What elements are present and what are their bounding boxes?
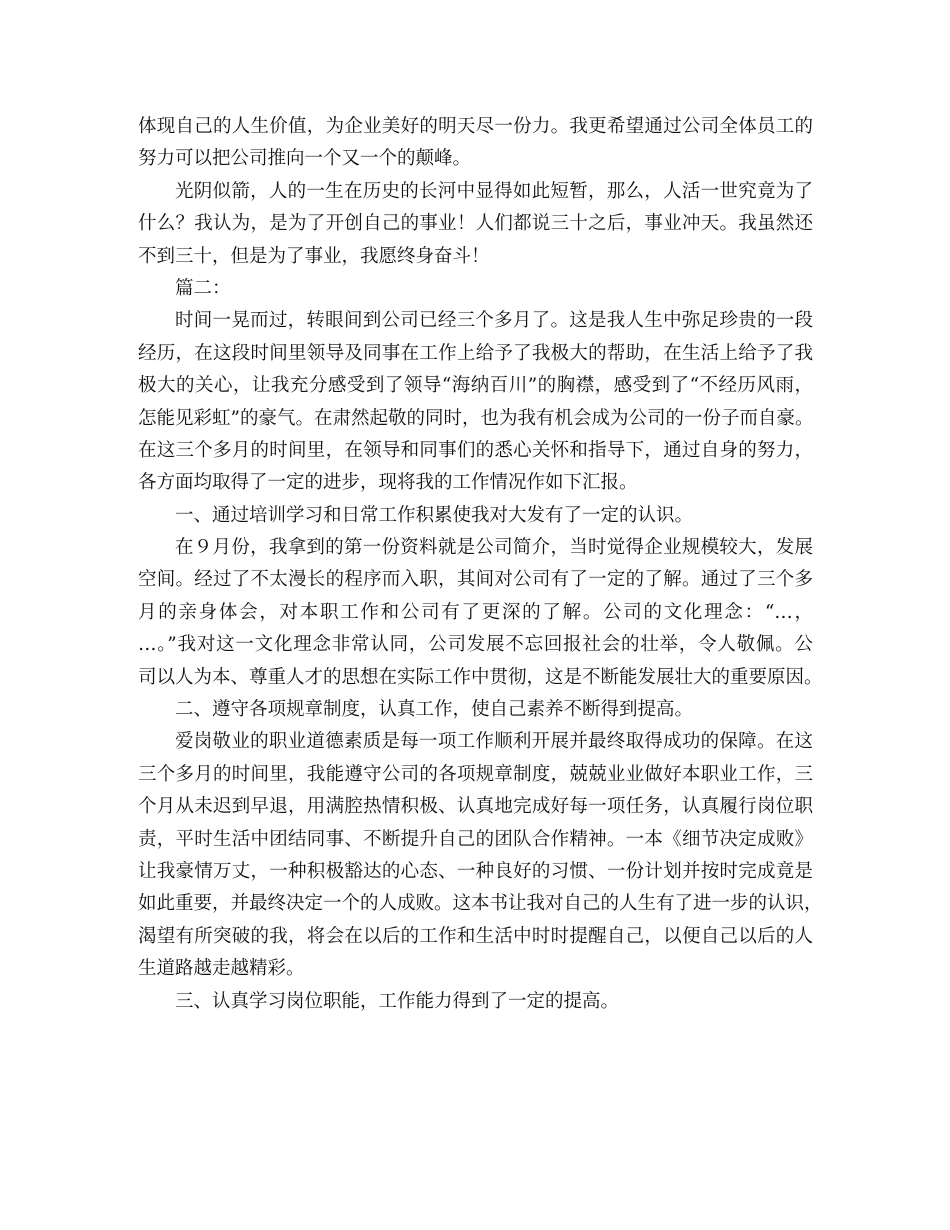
text-line: 三个多月的时间里，我能遵守公司的各项规章制度，兢兢业业做好本职业工作，三	[138, 763, 813, 785]
text-line: 生道路越走越精彩。	[138, 958, 305, 980]
text-line: 各方面均取得了一定的进步，现将我的工作情况作如下汇报。	[138, 472, 638, 494]
text-line: 什么？我认为，是为了开创自己的事业！人们都说三十之后，事业冲天。我虽然还	[138, 213, 813, 235]
text-line: …。”我对这一文化理念非常认同，公司发展不忘回报社会的壮举，令人敬佩。公	[138, 634, 813, 656]
text-line: 不到三十，但是为了事业，我愿终身奋斗！	[138, 245, 490, 267]
section-heading: 篇二：	[175, 277, 231, 299]
section-heading: 三、认真学习岗位职能，工作能力得到了一定的提高。	[175, 990, 620, 1012]
document-body	[138, 111, 823, 1018]
text-line: 光阴似箭，人的一生在历史的长河中显得如此短暂，那么，人活一世究竟为了	[175, 180, 813, 202]
text-line: 月的亲身体会，对本职工作和公司有了更深的了解。公司的文化理念：“…，	[138, 601, 813, 623]
text-line: 在９月份，我拿到的第一份资料就是公司简介，当时觉得企业规模较大，发展	[175, 537, 813, 559]
text-line: 在这三个多月的时间里，在领导和同事们的悉心关怀和指导下，通过自身的努力，	[138, 439, 813, 461]
text-line: 如此重要，并最终决定一个的人成败。这本书让我对自己的人生有了进一步的认识，	[138, 893, 823, 915]
text-line: 个月从未迟到早退，用满腔热情积极、认真地完成好每一项任务，认真履行岗位职	[138, 796, 813, 818]
text-line: 空间。经过了不太漫长的程序而入职，其间对公司有了一定的了解。通过了三个多	[138, 569, 813, 591]
section-heading: 一、通过培训学习和日常工作积累使我对大发有了一定的认识。	[175, 504, 694, 526]
section-heading: 二、遵守各项规章制度，认真工作，使自己素养不断得到提高。	[175, 699, 694, 721]
text-line: 极大的关心，让我充分感受到了领导“海纳百川”的胸襟，感受到了“不经历风雨，	[138, 375, 813, 397]
text-line: 让我豪情万丈，一种积极豁达的心态、一种良好的习惯、一份计划并按时完成竟是	[138, 860, 813, 882]
text-line: 怎能见彩虹”的豪气。在肃然起敬的同时，也为我有机会成为公司的一份子而自豪。	[138, 407, 814, 429]
text-line: 努力可以把公司推向一个又一个的颠峰。	[138, 148, 472, 170]
text-line: 经历，在这段时间里领导及同事在工作上给予了我极大的帮助，在生活上给予了我	[138, 342, 813, 364]
text-line: 时间一晃而过，转眼间到公司已经三个多月了。这是我人生中弥足珍贵的一段	[175, 310, 813, 332]
text-line: 爱岗敬业的职业道德素质是每一项工作顺利开展并最终取得成功的保障。在这	[175, 731, 813, 753]
text-line: 渴望有所突破的我，将会在以后的工作和生活中时时提醒自己，以便自己以后的人	[138, 925, 813, 947]
text-line: 体现自己的人生价值，为企业美好的明天尽一份力。我更希望通过公司全体员工的	[138, 116, 813, 137]
text-line: 司以人为本、尊重人才的思想在实际工作中贯彻，这是不断能发展壮大的重要原因。	[138, 666, 823, 688]
text-line: 责，平时生活中团结同事、不断提升自己的团队合作精神。一本《细节决定成败》	[138, 828, 813, 850]
